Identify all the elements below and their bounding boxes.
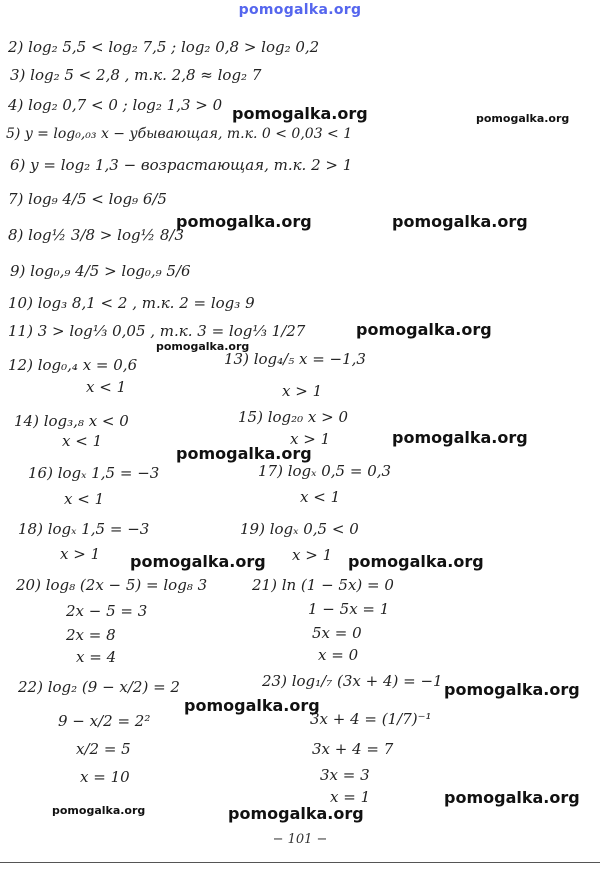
- solution-line: x > 1: [292, 546, 333, 564]
- solution-line: x < 1: [64, 490, 105, 508]
- solution-line: x = 0: [318, 646, 359, 664]
- solution-line: 3) log₂ 5 < 2,8 , т.к. 2,8 ≈ log₂ 7: [10, 66, 262, 84]
- page-number: − 101 −: [272, 832, 328, 847]
- solution-line: 8) log½ 3/8 > log½ 8/3: [8, 226, 185, 244]
- watermark: pomogalka.org: [176, 212, 312, 231]
- solution-line: 2x − 5 = 3: [66, 602, 148, 620]
- solution-line: x > 1: [60, 545, 101, 563]
- solution-line: 9 − x/2 = 2²: [58, 712, 151, 730]
- solution-line: 15) log₂₀ x > 0: [238, 408, 349, 426]
- solution-line: 2) log₂ 5,5 < log₂ 7,5 ; log₂ 0,8 > log₂ 0,2: [8, 38, 320, 56]
- watermark: pomogalka.org: [130, 552, 266, 571]
- solution-line: 5) y = log₀,₀₃ x − убывающая, т.к. 0 < 0,03 < 1: [6, 126, 353, 142]
- solution-line: x = 1: [330, 788, 371, 806]
- watermark: pomogalka.org: [176, 444, 312, 463]
- solution-line: 4) log₂ 0,7 < 0 ; log₂ 1,3 > 0: [8, 96, 223, 114]
- solution-line: 12) log₀,₄ x = 0,6: [8, 356, 138, 374]
- watermark: pomogalka.org: [392, 212, 528, 231]
- solution-line: 2x = 8: [66, 626, 116, 644]
- solution-line: 5x = 0: [312, 624, 362, 642]
- watermark: pomogalka.org: [476, 112, 570, 125]
- watermark: pomogalka.org: [156, 340, 250, 353]
- solution-line: x > 1: [290, 430, 331, 448]
- solution-line: 22) log₂ (9 − x/2) = 2: [18, 678, 180, 696]
- solution-line: x = 10: [80, 768, 130, 786]
- watermark: pomogalka.org: [52, 804, 146, 817]
- watermark: pomogalka.org: [232, 104, 368, 123]
- solution-line: 23) log₁/₇ (3x + 4) = −1: [262, 672, 443, 690]
- watermark: pomogalka.org: [444, 788, 580, 807]
- site-header-watermark: pomogalka.org: [238, 2, 362, 18]
- solution-line: 1 − 5x = 1: [308, 600, 390, 618]
- watermark: pomogalka.org: [348, 552, 484, 571]
- solution-line: 7) log₉ 4/5 < log₉ 6/5: [8, 190, 167, 208]
- page-edge-line: [0, 862, 600, 863]
- solution-line: x = 4: [76, 648, 117, 666]
- solution-line: 20) log₈ (2x − 5) = log₈ 3: [16, 576, 208, 594]
- watermark: pomogalka.org: [356, 320, 492, 339]
- solution-line: 9) log₀,₉ 4/5 > log₀,₉ 5/6: [10, 262, 191, 280]
- solution-line: 3x + 4 = 7: [312, 740, 394, 758]
- solution-line: x/2 = 5: [76, 740, 131, 758]
- solution-line: 11) 3 > log⅓ 0,05 , т.к. 3 = log⅓ 1/27: [8, 322, 306, 340]
- watermark: pomogalka.org: [228, 804, 364, 823]
- solution-line: 18) logₓ 1,5 = −3: [18, 520, 150, 538]
- solution-line: 16) logₓ 1,5 = −3: [28, 464, 160, 482]
- watermark: pomogalka.org: [444, 680, 580, 699]
- solution-line: 10) log₃ 8,1 < 2 , т.к. 2 = log₃ 9: [8, 294, 255, 312]
- solution-line: 14) log₃,₈ x < 0: [14, 412, 129, 430]
- solution-line: 17) logₓ 0,5 = 0,3: [258, 462, 392, 480]
- solution-line: 21) ln (1 − 5x) = 0: [252, 576, 394, 594]
- solution-line: 13) log₄/₅ x = −1,3: [224, 350, 366, 368]
- solution-line: x < 1: [300, 488, 341, 506]
- watermark: pomogalka.org: [392, 428, 528, 447]
- solution-line: 3x = 3: [320, 766, 370, 784]
- watermark: pomogalka.org: [184, 696, 320, 715]
- solution-line: 19) logₓ 0,5 < 0: [240, 520, 359, 538]
- solution-line: x > 1: [282, 382, 323, 400]
- solution-line: 6) y = log₂ 1,3 − возрастающая, т.к. 2 > 1: [10, 156, 353, 174]
- solution-line: x < 1: [62, 432, 103, 450]
- solution-line: 3x + 4 = (1/7)⁻¹: [310, 710, 432, 728]
- solution-line: x < 1: [86, 378, 127, 396]
